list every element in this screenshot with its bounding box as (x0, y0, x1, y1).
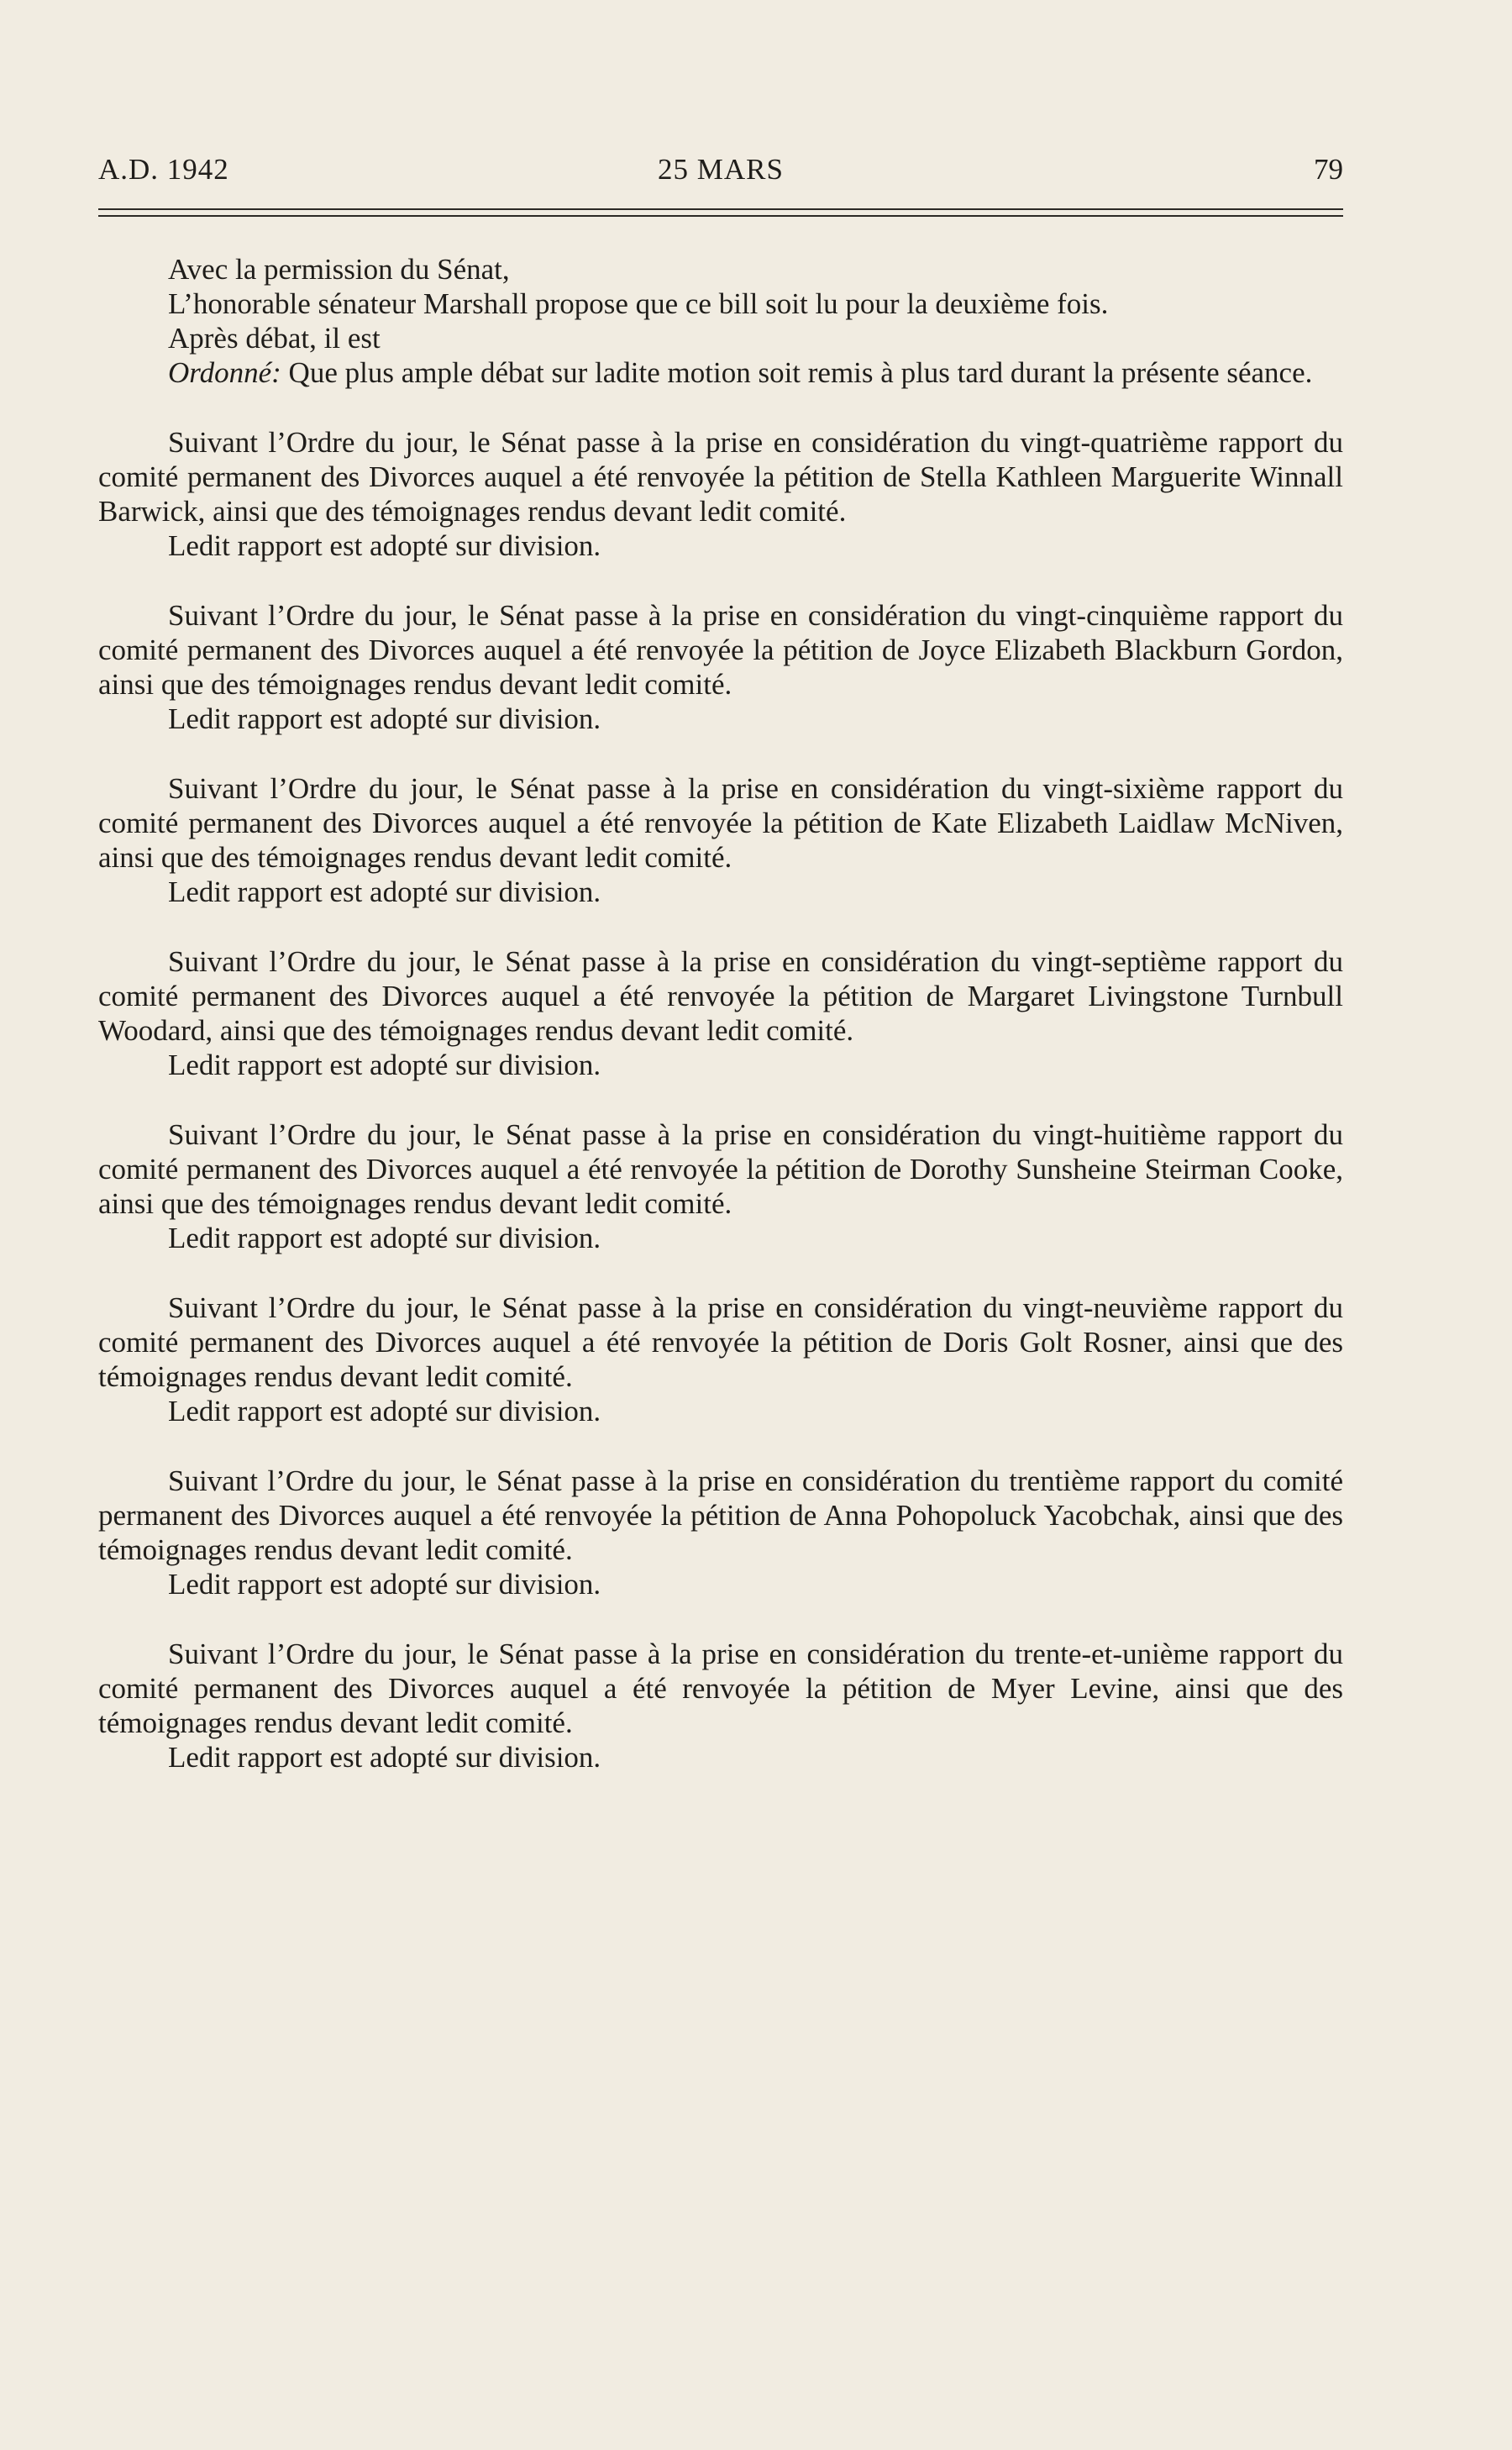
report-result: Ledit rapport est adopté sur division. (168, 1222, 601, 1254)
header-rule-top (98, 208, 1343, 210)
report-paragraph: Suivant l’Ordre du jour, le Sénat passe à la prise en considération du trentième rapport du comité permanent des Divorces auquel a été renvoyée la pétition de Anna Pohopoluck Yacobchak, ainsi que des témoignages rendus devant ledit comité. (98, 1464, 1343, 1566)
report-paragraph: Suivant l’Ordre du jour, le Sénat passe à la prise en considération du vingt-septième rapport du comité permanent des Divorces auquel a été renvoyée la pétition de Margaret Livingstone Turnbull Woodard, ainsi que des témoignages rendus devant ledit comité. (98, 945, 1343, 1047)
running-header (98, 148, 1343, 192)
ordonne-text: Que plus ample débat sur ladite motion soit remis à plus tard durant la présente séance. (281, 356, 1313, 389)
report-paragraph: Suivant l’Ordre du jour, le Sénat passe à la prise en considération du vingt-neuvième rapport du comité permanent des Divorces auquel a été renvoyée la pétition de Doris Golt Rosner, ainsi que des témoignages rendus devant ledit comité. (98, 1291, 1343, 1393)
report-result: Ledit rapport est adopté sur division. (168, 875, 601, 908)
header-year: A.D. 1942 (98, 153, 229, 186)
report-result: Ledit rapport est adopté sur division. (168, 1741, 601, 1774)
header-date: 25 MARS (658, 153, 784, 186)
document-body (98, 252, 1343, 1774)
header-rule-bottom (98, 215, 1343, 217)
intro-motion: L’honorable sénateur Marshall propose que ce bill soit lu pour la deuxième fois. (168, 287, 1109, 320)
report-result: Ledit rapport est adopté sur division. (168, 529, 601, 562)
report-result: Ledit rapport est adopté sur division. (168, 1395, 601, 1427)
report-paragraph: Suivant l’Ordre du jour, le Sénat passe à la prise en considération du vingt-quatrième rapport du comité permanent des Divorces auquel a été renvoyée la pétition de Stella Kathleen Marguerite Winnall Barwick, ainsi que des témoignages rendus devant ledit comité. (98, 426, 1343, 528)
report-paragraph: Suivant l’Ordre du jour, le Sénat passe à la prise en considération du vingt-huitième rapport du comité permanent des Divorces auquel a été renvoyée la pétition de Dorothy Sunsheine Steirman Cooke, ainsi que des témoignages rendus devant ledit comité. (98, 1118, 1343, 1220)
ordonne-label: Ordonné: (168, 356, 281, 389)
page-number: 79 (1314, 153, 1343, 186)
intro-order (98, 355, 1343, 390)
intro-debate: Après débat, il est (168, 322, 381, 355)
report-result: Ledit rapport est adopté sur division. (168, 702, 601, 735)
report-result: Ledit rapport est adopté sur division. (168, 1568, 601, 1601)
report-paragraph: Suivant l’Ordre du jour, le Sénat passe à la prise en considération du vingt-sixième rapport du comité permanent des Divorces auquel a été renvoyée la pétition de Kate Elizabeth Laidlaw McNiven, ainsi que des témoignages rendus devant ledit comité. (98, 772, 1343, 874)
report-paragraph: Suivant l’Ordre du jour, le Sénat passe à la prise en considération du vingt-cinquième rapport du comité permanent des Divorces auquel a été renvoyée la pétition de Joyce Elizabeth Blackburn Gordon, ainsi que des témoignages rendus devant ledit comité. (98, 599, 1343, 701)
report-paragraph: Suivant l’Ordre du jour, le Sénat passe à la prise en considération du trente-et-unième rapport du comité permanent des Divorces auquel a été renvoyée la pétition de Myer Levine, ainsi que des témoignages rendus devant ledit comité. (98, 1638, 1343, 1739)
intro-permission: Avec la permission du Sénat, (168, 253, 510, 286)
report-result: Ledit rapport est adopté sur division. (168, 1049, 601, 1081)
